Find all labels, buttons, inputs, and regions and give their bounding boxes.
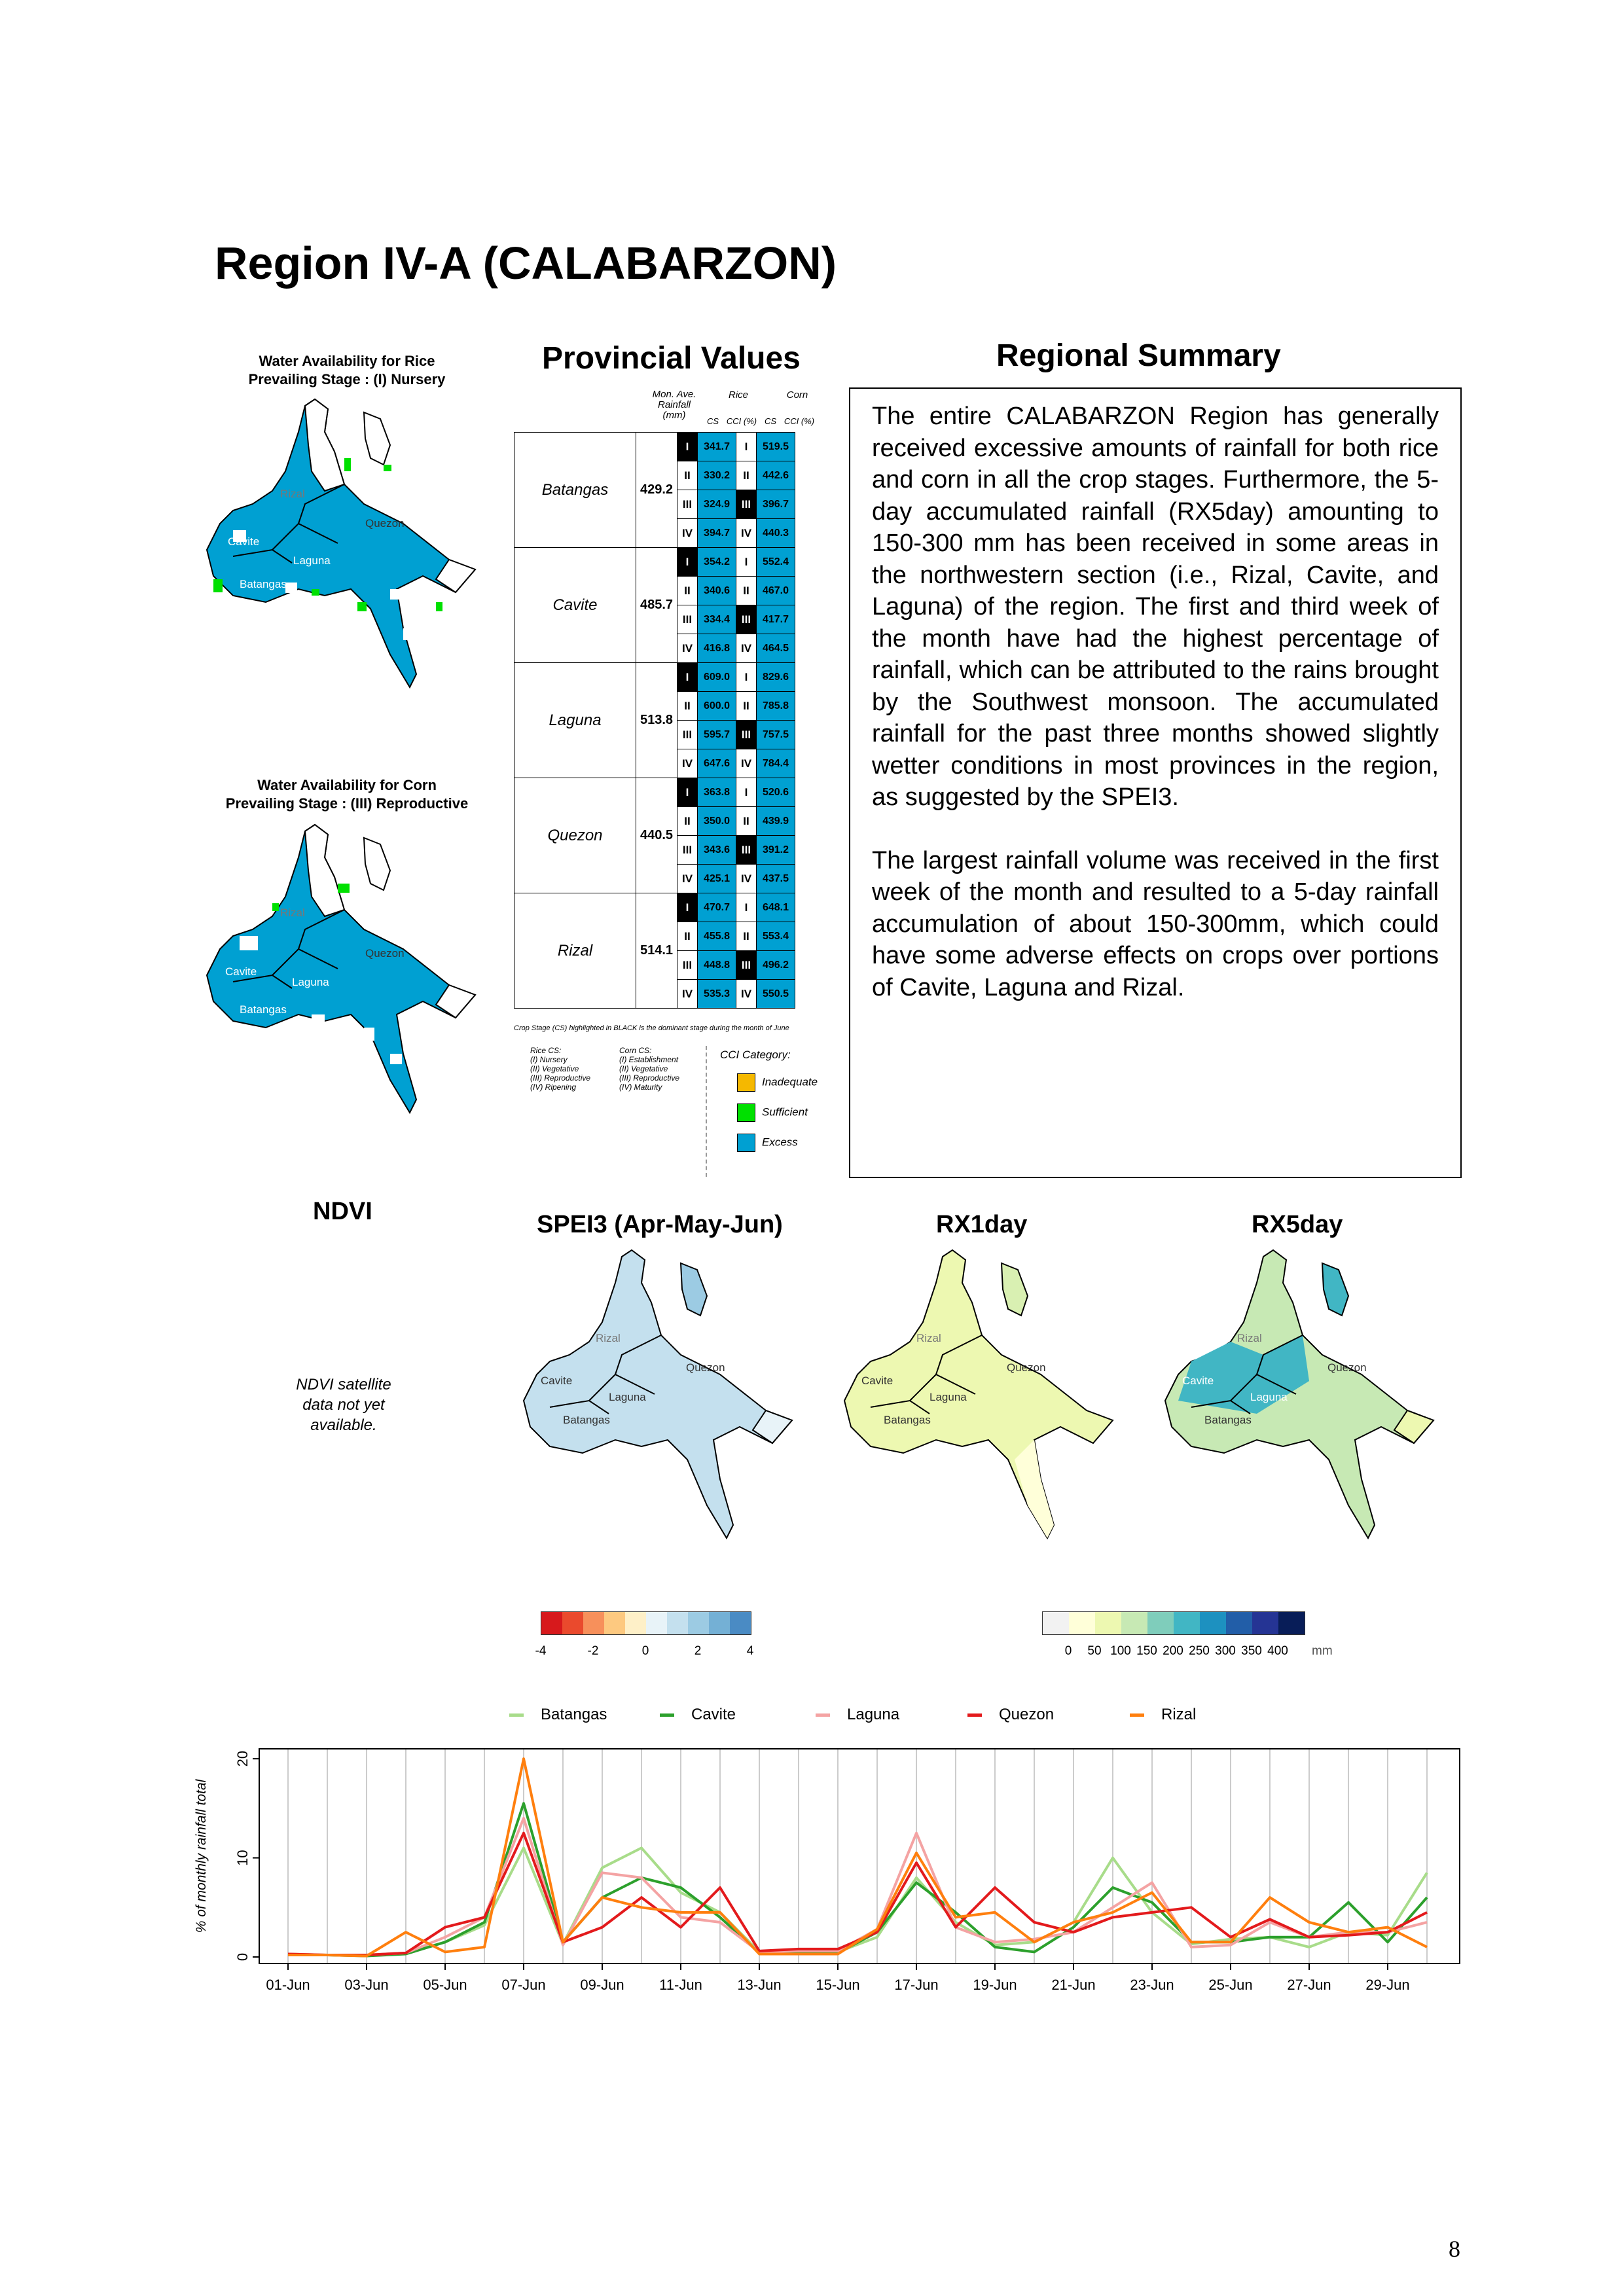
spei-swatch (646, 1612, 667, 1634)
corn-cci-value: 520.6 (757, 778, 795, 807)
rice-crop-stage: II (677, 461, 698, 490)
ndvi-title: NDVI (313, 1198, 372, 1225)
rx1day-label-quezon: Quezon (1007, 1361, 1046, 1374)
rain-colorbar-unit: mm (1312, 1644, 1333, 1658)
corn-crop-stage: III (736, 721, 757, 749)
rice-map-label-cavite: Cavite (228, 535, 260, 548)
x-tick-label: 07-Jun (501, 1977, 546, 1993)
rainfall-line-chart (190, 1741, 1473, 2016)
y-tick-label: 0 (234, 1952, 251, 1962)
corn-crop-stage: II (736, 922, 757, 951)
rain-colorbar (1042, 1611, 1305, 1635)
spei-map (517, 1244, 818, 1571)
spei-swatch (583, 1612, 604, 1634)
legend-label: Rizal (1161, 1706, 1197, 1723)
rain-tick-label: 300 (1215, 1644, 1236, 1658)
corn-cci-value: 552.4 (757, 548, 795, 577)
corn-cci-value: 396.7 (757, 490, 795, 519)
x-tick-label: 13-Jun (737, 1977, 782, 1993)
x-tick-label: 05-Jun (423, 1977, 467, 1993)
corn-cci-value: 784.4 (757, 749, 795, 778)
rice-crop-stage: IV (677, 519, 698, 548)
corn-crop-stage: IV (736, 865, 757, 893)
x-tick-label: 03-Jun (344, 1977, 389, 1993)
spei-tick-label: 0 (641, 1644, 649, 1658)
corn-cci-value: 757.5 (757, 721, 795, 749)
x-tick-label: 01-Jun (266, 1977, 310, 1993)
rice-cci-value: 600.0 (698, 692, 736, 721)
spei-swatch (562, 1612, 583, 1634)
rice-cci-value: 425.1 (698, 865, 736, 893)
cci-sufficient-label: Sufficient (762, 1105, 808, 1119)
summary-text (872, 401, 1439, 1035)
corn-cci-value: 467.0 (757, 577, 795, 605)
ndvi-note-line3: available. (310, 1416, 377, 1434)
spei-swatch (625, 1612, 646, 1634)
legend-swatch (816, 1713, 830, 1717)
legend-item-quezon (967, 1706, 1054, 1724)
spei-tick-label: -4 (535, 1644, 547, 1658)
rice-crop-stage: IV (677, 634, 698, 663)
spei-label-laguna: Laguna (609, 1391, 646, 1403)
rx5day-label-rizal: Rizal (1237, 1332, 1262, 1344)
province-name: Cavite (514, 548, 636, 663)
rice-crop-stage: III (677, 836, 698, 865)
spei-label-cavite: Cavite (541, 1374, 573, 1387)
ndvi-note-line2: data not yet (302, 1396, 385, 1414)
x-tick-label: 09-Jun (580, 1977, 624, 1993)
corn-cci-value: 785.8 (757, 692, 795, 721)
corn-cs-2: (II) Vegetative (619, 1064, 668, 1073)
rx5day-map (1159, 1244, 1460, 1571)
legend-swatch (660, 1713, 674, 1717)
corn-crop-stage: III (736, 605, 757, 634)
cci-excess-swatch (737, 1134, 755, 1152)
corn-crop-stage: III (736, 490, 757, 519)
rain-tick-label: 400 (1267, 1644, 1288, 1658)
rice-cci-value: 350.0 (698, 807, 736, 836)
rice-crop-stage: III (677, 605, 698, 634)
cci-inadequate-swatch (737, 1073, 755, 1092)
x-tick-label: 25-Jun (1208, 1977, 1253, 1993)
rice-cci-value: 324.9 (698, 490, 736, 519)
ndvi-note-line1: NDVI satellite (296, 1376, 391, 1393)
corn-crop-stage: I (736, 778, 757, 807)
corn-cci-value: 496.2 (757, 951, 795, 980)
corn-crop-stage: I (736, 548, 757, 577)
spei-label-quezon: Quezon (686, 1361, 725, 1374)
rx1day-label-batangas: Batangas (884, 1414, 931, 1426)
corn-map-label-rizal: Rizal (280, 906, 305, 919)
province-rainfall: 514.1 (636, 893, 677, 1009)
y-tick-label: 20 (234, 1750, 251, 1767)
page-number: 8 (1449, 2236, 1460, 2262)
provincial-header-rice-cci: CCI (%) (726, 416, 757, 426)
rx5day-label-cavite: Cavite (1182, 1374, 1214, 1387)
spei-swatch (667, 1612, 688, 1634)
rice-crop-stage: III (677, 951, 698, 980)
rain-tick-label: 100 (1110, 1644, 1131, 1658)
rice-crop-stage: II (677, 922, 698, 951)
corn-crop-stage: I (736, 433, 757, 461)
corn-crop-stage: I (736, 663, 757, 692)
province-name: Batangas (514, 433, 636, 548)
rice-crop-stage: IV (677, 865, 698, 893)
crop-stage-footnote: Crop Stage (CS) highlighted in BLACK is the dominant stage during the month of June (514, 1024, 789, 1032)
provincial-title: Provincial Values (542, 341, 801, 376)
corn-cs-legend (619, 1046, 704, 1092)
spei-swatch (709, 1612, 730, 1634)
provincial-row (514, 893, 795, 922)
corn-cs-title: Corn CS: (619, 1046, 652, 1055)
corn-map-title-line2: Prevailing Stage : (III) Reproductive (225, 795, 469, 812)
rice-crop-stage: II (677, 807, 698, 836)
provincial-header-corn-cci: CCI (%) (784, 416, 815, 426)
spei-swatch (688, 1612, 709, 1634)
legend-item-batangas (509, 1706, 607, 1724)
rice-crop-stage: I (677, 663, 698, 692)
rice-cs-title: Rice CS: (530, 1046, 562, 1055)
x-tick-label: 11-Jun (659, 1977, 702, 1993)
spei-swatch (730, 1612, 751, 1634)
rx5day-label-laguna: Laguna (1250, 1391, 1288, 1403)
spei-tick-label: -2 (587, 1644, 599, 1658)
rice-cci-value: 416.8 (698, 634, 736, 663)
chart-legend (509, 1706, 1255, 1728)
provincial-table (514, 432, 795, 1009)
rice-cci-value: 354.2 (698, 548, 736, 577)
rice-crop-stage: I (677, 548, 698, 577)
cci-excess (737, 1134, 818, 1152)
legend-swatch (1130, 1713, 1144, 1717)
rice-map-title (196, 352, 497, 389)
rice-cs-3: (III) Reproductive (530, 1073, 591, 1083)
cci-inadequate (737, 1073, 818, 1092)
rx1day-label-laguna: Laguna (929, 1391, 967, 1403)
rain-swatch (1095, 1612, 1121, 1634)
rx1day-label-rizal: Rizal (916, 1332, 941, 1344)
corn-cci-value: 417.7 (757, 605, 795, 634)
x-tick-label: 27-Jun (1287, 1977, 1331, 1993)
corn-map-label-quezon: Quezon (365, 947, 405, 960)
corn-cci-value: 437.5 (757, 865, 795, 893)
rx5day-label-quezon: Quezon (1327, 1361, 1367, 1374)
rx5day-title: RX5day (1252, 1211, 1343, 1238)
corn-water-map (194, 818, 521, 1145)
x-tick-label: 15-Jun (816, 1977, 860, 1993)
rice-cci-value: 330.2 (698, 461, 736, 490)
corn-crop-stage: IV (736, 749, 757, 778)
spei-tick-label: 4 (746, 1644, 754, 1658)
corn-map-label-batangas: Batangas (240, 1003, 287, 1016)
rice-map-label-quezon: Quezon (365, 517, 405, 529)
rain-tick-label: 200 (1163, 1644, 1183, 1658)
legend-label: Laguna (847, 1706, 900, 1723)
cci-sufficient (737, 1103, 818, 1122)
rice-water-map (194, 393, 521, 720)
page-title: Region IV-A (CALABARZON) (215, 238, 837, 289)
series-line-cavite (288, 1803, 1427, 1956)
spei-tick-label: 2 (694, 1644, 702, 1658)
rice-cci-value: 647.6 (698, 749, 736, 778)
province-rainfall: 440.5 (636, 778, 677, 893)
province-rainfall: 513.8 (636, 663, 677, 778)
rain-tick-label: 350 (1241, 1644, 1262, 1658)
rain-swatch (1147, 1612, 1174, 1634)
rain-swatch (1121, 1612, 1147, 1634)
cci-sufficient-swatch (737, 1103, 755, 1122)
corn-crop-stage: II (736, 577, 757, 605)
rain-swatch (1069, 1612, 1095, 1634)
cci-excess-label: Excess (762, 1136, 798, 1149)
rice-cci-value: 340.6 (698, 577, 736, 605)
corn-crop-stage: III (736, 836, 757, 865)
rain-colorbar-ticks (1042, 1644, 1304, 1661)
rain-swatch (1226, 1612, 1252, 1634)
provincial-header-rice: Rice (728, 389, 748, 401)
province-name: Rizal (514, 893, 636, 1009)
rx1day-map (838, 1244, 1139, 1571)
province-name: Laguna (514, 663, 636, 778)
provincial-header-corn: Corn (786, 389, 808, 401)
provincial-row (514, 778, 795, 807)
legend-swatch (967, 1713, 982, 1717)
rain-tick-label: 0 (1064, 1644, 1072, 1658)
corn-crop-stage: II (736, 807, 757, 836)
rice-map-title-line1: Water Availability for Rice (259, 353, 435, 369)
corn-cs-4: (IV) Maturity (619, 1083, 662, 1092)
rain-swatch (1200, 1612, 1226, 1634)
rice-cs-4: (IV) Ripening (530, 1083, 577, 1092)
provincial-table-body (514, 433, 795, 1009)
provincial-header-corn-cs: CS (764, 416, 777, 426)
rice-cs-2: (II) Vegetative (530, 1064, 579, 1073)
corn-cci-value: 440.3 (757, 519, 795, 548)
rice-crop-stage: IV (677, 980, 698, 1009)
summary-paragraph-2: The largest rainfall volume was received in the first week of the month and resulted to a 5-day rainfall accumulation of about 150-300mm, which could have some adverse effects on crops over portions of Cavite, Laguna and Rizal. (872, 846, 1439, 1001)
x-tick-label: 17-Jun (894, 1977, 939, 1993)
corn-cci-value: 648.1 (757, 893, 795, 922)
rice-crop-stage: II (677, 692, 698, 721)
spei-label-batangas: Batangas (563, 1414, 610, 1426)
legend-label: Batangas (541, 1706, 607, 1723)
provincial-row (514, 433, 795, 461)
corn-crop-stage: II (736, 461, 757, 490)
rx1day-title: RX1day (936, 1211, 1028, 1238)
rx5day-label-batangas: Batangas (1204, 1414, 1252, 1426)
rain-tick-label: 150 (1136, 1644, 1157, 1658)
corn-crop-stage: IV (736, 634, 757, 663)
rice-map-label-rizal: Rizal (280, 488, 305, 500)
spei-colorbar (541, 1611, 751, 1635)
corn-map-title (196, 776, 497, 813)
spei-title: SPEI3 (Apr-May-Jun) (537, 1211, 783, 1238)
x-tick-label: 21-Jun (1051, 1977, 1096, 1993)
legend-label: Quezon (999, 1706, 1055, 1723)
rice-crop-stage: I (677, 433, 698, 461)
corn-map-title-line1: Water Availability for Corn (257, 777, 437, 793)
rice-map-label-laguna: Laguna (293, 554, 331, 567)
rice-map-label-batangas: Batangas (240, 578, 287, 590)
rain-swatch (1252, 1612, 1278, 1634)
cci-inadequate-label: Inadequate (762, 1075, 818, 1088)
cci-legend (720, 1049, 818, 1152)
legend-item-laguna (816, 1706, 899, 1724)
provincial-row (514, 663, 795, 692)
legend-divider (706, 1046, 708, 1177)
rice-cci-value: 609.0 (698, 663, 736, 692)
corn-cci-value: 519.5 (757, 433, 795, 461)
x-tick-label: 19-Jun (973, 1977, 1017, 1993)
rice-cci-value: 341.7 (698, 433, 736, 461)
corn-cci-value: 442.6 (757, 461, 795, 490)
corn-crop-stage: IV (736, 980, 757, 1009)
rice-cci-value: 535.3 (698, 980, 736, 1009)
corn-cci-value: 439.9 (757, 807, 795, 836)
rice-cci-value: 334.4 (698, 605, 736, 634)
rice-crop-stage: I (677, 778, 698, 807)
ndvi-note (262, 1374, 425, 1435)
spei-label-rizal: Rizal (596, 1332, 621, 1344)
province-name: Quezon (514, 778, 636, 893)
rice-cs-1: (I) Nursery (530, 1055, 568, 1064)
rain-swatch (1174, 1612, 1200, 1634)
spei-colorbar-ticks (535, 1644, 754, 1661)
corn-cci-value: 464.5 (757, 634, 795, 663)
province-rainfall: 485.7 (636, 548, 677, 663)
legend-item-rizal (1130, 1706, 1196, 1724)
x-tick-label: 29-Jun (1365, 1977, 1410, 1993)
y-tick-label: 10 (234, 1850, 251, 1866)
spei-swatch (541, 1612, 562, 1634)
rice-cci-value: 455.8 (698, 922, 736, 951)
corn-cci-value: 829.6 (757, 663, 795, 692)
corn-map-label-laguna: Laguna (292, 976, 329, 988)
rice-crop-stage: III (677, 721, 698, 749)
legend-swatch (509, 1713, 524, 1717)
corn-crop-stage: IV (736, 519, 757, 548)
summary-paragraph-1: The entire CALABARZON Region has generally received excessive amounts of rainfall for both rice and corn in all the crop stages. Furthermore, the 5-day accumulated rainfall (RX5day) amounting to 150-300 mm has been received in some areas in the northwestern section (i.e., Rizal, Cavite, and Laguna) of the region. The first and third week of the month have had the highest percentage of rainfall, which can be attributed to the rains brought by the Southwest monsoon. The accumulated rainfall for the past three months showed slightly wetter conditions in most provinces in the region, as suggested by the SPEI3. (872, 403, 1439, 811)
provincial-header-rice-cs: CS (706, 416, 719, 426)
corn-cci-value: 553.4 (757, 922, 795, 951)
rice-cci-value: 595.7 (698, 721, 736, 749)
rice-cci-value: 343.6 (698, 836, 736, 865)
y-axis-label: % of monthly rainfall total (194, 1779, 209, 1933)
rain-tick-label: 250 (1189, 1644, 1210, 1658)
spei-swatch (604, 1612, 625, 1634)
corn-cci-value: 391.2 (757, 836, 795, 865)
x-tick-label: 23-Jun (1130, 1977, 1174, 1993)
corn-crop-stage: I (736, 893, 757, 922)
chart-series (288, 1759, 1427, 1956)
corn-cs-1: (I) Establishment (619, 1055, 679, 1064)
legend-label: Cavite (691, 1706, 736, 1723)
rain-swatch (1278, 1612, 1305, 1634)
summary-title: Regional Summary (996, 338, 1281, 373)
rx1day-label-cavite: Cavite (861, 1374, 893, 1387)
cci-title: CCI Category: (720, 1049, 791, 1061)
rice-crop-stage: I (677, 893, 698, 922)
legend-item-cavite (660, 1706, 736, 1724)
rice-crop-stage: III (677, 490, 698, 519)
rain-tick-label: 50 (1087, 1644, 1102, 1658)
corn-cci-value: 550.5 (757, 980, 795, 1009)
province-rainfall: 429.2 (636, 433, 677, 548)
corn-crop-stage: III (736, 951, 757, 980)
rain-swatch (1043, 1612, 1069, 1634)
rice-cs-legend (530, 1046, 615, 1092)
corn-cs-3: (III) Reproductive (619, 1073, 680, 1083)
provincial-header-rainfall: Mon. Ave. Rainfall (mm) (652, 389, 696, 421)
corn-map-label-cavite: Cavite (225, 965, 257, 978)
rice-cci-value: 470.7 (698, 893, 736, 922)
rice-crop-stage: II (677, 577, 698, 605)
rice-crop-stage: IV (677, 749, 698, 778)
rice-cci-value: 448.8 (698, 951, 736, 980)
provincial-row (514, 548, 795, 577)
rice-map-title-line2: Prevailing Stage : (I) Nursery (248, 371, 446, 387)
corn-crop-stage: II (736, 692, 757, 721)
rice-cci-value: 363.8 (698, 778, 736, 807)
rice-cci-value: 394.7 (698, 519, 736, 548)
